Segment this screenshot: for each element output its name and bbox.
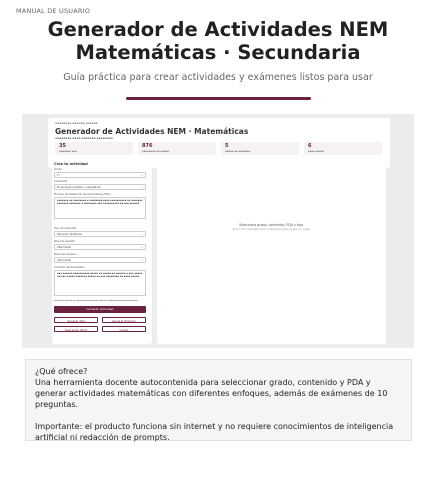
stat-card bbox=[55, 142, 133, 155]
difficulty-select[interactable]: Intermedio ⌄ bbox=[54, 244, 146, 250]
stat-label-placeholder: ▪▪▪▪▪▪▪ ▪▪▪ bbox=[59, 150, 77, 153]
info-paragraph-1: Una herramienta docente autocontenida para seleccionar grado, contenido y PDA y generar actividades matemáticas con diferentes enfoques, además de exámenes de 10 preguntas. bbox=[35, 378, 388, 409]
app-subtitle-placeholder: ▪▪▪▪▪▪▪▪ ▪▪▪▪ ▪▪▪▪▪▪▪ ▪▪▪▪▪▪▪▪ bbox=[55, 136, 113, 140]
custom-context-textarea[interactable]: ▪▪▪ ▪▪▪▪▪▪ ▪▪▪▪▪▪▪▪▪▪ ▪▪▪▪▪ ▪▪ ▪▪▪▪▪ ▪▪ ▪▪▪▪▪▪ ▪ ▪▪▪ ▪▪▪▪▪ ▪▪ ▪▪▪ ▪▪▪▪▪ ▪▪▪▪▪▪▪ ▪▪▪▪▪ ▪▪ ▪▪▪ ▪▪▪▪▪▪▪▪ ▪▪ ▪▪▪▪ ▪▪▪▪▪ bbox=[54, 270, 146, 296]
stat-card bbox=[304, 142, 382, 155]
grade-label: Grado bbox=[54, 168, 62, 171]
pda-label: Proceso de Desarrollo de Aprendizaje (PDA) bbox=[54, 193, 111, 196]
exam-level-label: Nivel del examen bbox=[54, 253, 77, 256]
app-breadcrumb-placeholder: ▪▪▪▪▪▪▪▪ ▪▪▪▪▪▪ ▪▪▪▪▪▪ bbox=[55, 121, 98, 125]
stat-label-placeholder: ▪▪▪▪ ▪▪▪▪▪ bbox=[308, 150, 325, 153]
form-note-placeholder: ▪▪▪▪▪▪ ▪▪ ▪▪▪▪▪▪ ▪▪ ▪▪▪▪▪▪▪▪▪ ▪▪▪▪▪▪▪▪▪ ▪▪▪▪▪ ▪▪ ▪▪▪▪▪▪▪ ▪▪▪▪▪▪▪▪▪▪ ▪▪▪▪▪▪ bbox=[54, 300, 138, 302]
stat-card bbox=[221, 142, 299, 155]
output-empty-hint: El Circuito completo está configurado para ayudar en clase. bbox=[232, 228, 311, 231]
exam-level-select[interactable]: Intermedio ⌄ bbox=[54, 257, 146, 263]
generate-alt-button[interactable]: Generar Alta bbox=[54, 317, 98, 323]
activity-type-label: Tipo de actividad bbox=[54, 227, 77, 230]
app-title: Generador de Actividades NEM · Matemáticas bbox=[55, 127, 249, 136]
pda-textarea[interactable]: ▪▪▪▪▪▪▪ ▪▪ ▪▪▪▪▪▪▪▪ ▪ ▪▪▪▪▪▪▪▪ ▪▪▪▪ ▪▪▪▪▪▪▪▪▪▪ ▪▪ ▪▪▪▪▪▪▪ ▪▪▪▪▪▪▪ ▪▪▪▪▪▪▪ ▪ ▪▪▪▪▪▪▪▪ ▪▪▪ ▪▪▪▪▪▪▪▪▪▪ ▪▪ ▪▪▪ ▪▪▪▪▪▪ bbox=[54, 197, 146, 219]
info-paragraph-2: Importante: el producto funciona sin internet y no requiere conocimientos de inteligencia artificial ni redacción de prompts. bbox=[35, 422, 394, 442]
stat-label-placeholder: ▪▪▪▪▪ ▪▪ ▪▪▪▪▪▪▪ bbox=[225, 150, 251, 153]
stat-value: 6 bbox=[308, 143, 312, 149]
info-question: ¿Qué ofrece? bbox=[35, 367, 88, 376]
difficulty-label: Nivel de desafío bbox=[54, 240, 75, 243]
title-line-2: Matemáticas · Secundaria bbox=[75, 40, 361, 64]
generate-exam-button[interactable]: Generar Examen bbox=[102, 317, 146, 323]
output-empty-message: Selecciona grado, contenido, PDA y tipo. bbox=[239, 223, 304, 227]
manual-label: MANUAL DE USUARIO bbox=[16, 7, 91, 15]
title-line-1: Generador de Actividades NEM bbox=[47, 18, 389, 41]
custom-context-label: Contexto Personalizado bbox=[54, 266, 85, 269]
activity-type-select[interactable]: Situación Problema ⌄ bbox=[54, 231, 146, 237]
output-panel bbox=[157, 160, 386, 344]
stat-value: 876 bbox=[142, 143, 153, 149]
stat-value: 5 bbox=[225, 143, 229, 149]
stat-label-placeholder: ▪▪▪▪▪▪▪▪ ▪▪ ▪▪▪▪▪ bbox=[142, 150, 170, 153]
activity-form bbox=[52, 160, 152, 344]
stat-value: 35 bbox=[59, 143, 66, 149]
download-word-button[interactable]: Descargar Word bbox=[54, 326, 98, 332]
content-select[interactable]: Ecuaciones lineales y cuadráticas ⌄ bbox=[54, 184, 146, 190]
title-divider bbox=[126, 97, 311, 100]
grade-select[interactable]: 1° ⌄ bbox=[54, 172, 146, 178]
stat-card bbox=[138, 142, 216, 155]
page-title bbox=[0, 19, 436, 64]
page-subtitle: Guía práctica para crear actividades y exámenes listos para usar bbox=[63, 72, 373, 83]
copy-button[interactable]: Copiar bbox=[102, 326, 146, 332]
app-screenshot bbox=[22, 114, 414, 348]
info-box bbox=[25, 359, 412, 441]
generate-activity-button[interactable]: Generar actividad bbox=[54, 306, 146, 313]
content-label: Contenido bbox=[54, 180, 68, 183]
form-heading: Crea tu actividad bbox=[54, 162, 88, 166]
